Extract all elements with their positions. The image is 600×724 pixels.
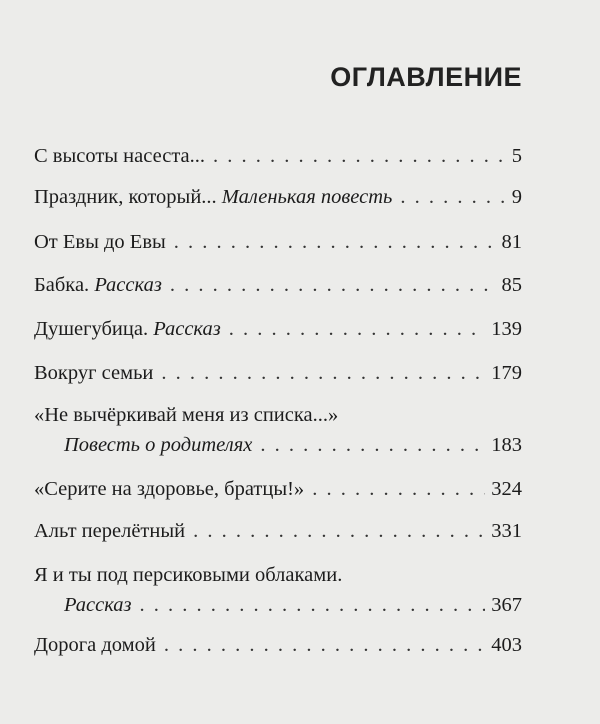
toc-entry [34,633,522,657]
toc-entry [34,144,522,168]
toc-entry-page: 81 [501,231,522,253]
leader-dots [170,273,496,297]
toc-entry-page: 85 [501,274,522,296]
toc-entry [34,361,522,385]
toc-entry-subtitle: Повесть о родителях [64,434,253,456]
leader-dots [193,519,485,543]
toc-entry [34,185,522,209]
toc-entry-title: Дорога домой [34,634,156,656]
toc-entry-title [34,273,162,297]
toc-entry-subtitle: Маленькая повесть [221,186,393,208]
toc-entry-page: 367 [491,594,522,616]
toc-entry-title: «Не вычёркивай меня из списка...» [34,404,339,426]
toc-entry-title: С высоты насеста... [34,145,205,167]
toc-entry-title [34,185,392,209]
toc-entry [34,230,522,254]
toc-entry-subtitle: Рассказ [94,274,162,296]
leader-dots [140,593,486,617]
toc-entry-title [34,317,221,341]
toc-entry [34,519,522,543]
toc-entry [34,477,522,501]
toc-entry [34,433,522,457]
toc-entry-subtitle: Рассказ [64,594,132,616]
leader-dots [260,433,485,457]
toc-entry-title: Альт перелётный [34,520,186,542]
toc-entry-page: 179 [491,362,522,384]
leader-dots [312,477,485,501]
toc-entry-page: 183 [491,434,522,456]
toc-entry-page: 331 [491,520,522,542]
toc-entry [34,317,522,341]
toc-entry-title-text: Бабка. [34,274,95,296]
toc-entry-page: 5 [511,145,522,167]
page-title: ОГЛАВЛЕНИЕ [330,62,522,92]
leader-dots [164,633,485,657]
toc-entry-title-text: Душегубица. [34,318,154,340]
leader-dots [174,230,496,254]
toc-entry [34,593,522,617]
toc-entry-title-line [34,563,522,587]
leader-dots [213,144,506,168]
toc-entry-page: 403 [491,634,522,656]
toc-entry-title-text: Праздник, который... [34,186,222,208]
toc-entry-title: Я и ты под персиковыми облаками. [34,564,343,586]
toc-entry-page: 9 [511,186,522,208]
toc-entry-title: Вокруг семьи [34,362,154,384]
leader-dots [400,185,505,209]
toc-entry-title: «Серите на здоровье, братцы!» [34,478,305,500]
toc-entry-title: От Евы до Евы [34,231,166,253]
toc-entry-page: 139 [491,318,522,340]
leader-dots [229,317,485,341]
leader-dots [161,361,485,385]
toc-entry-subtitle: Рассказ [153,318,221,340]
toc-entry-title-line [34,403,522,427]
toc-entry [34,273,522,297]
toc-entry-page: 324 [491,478,522,500]
